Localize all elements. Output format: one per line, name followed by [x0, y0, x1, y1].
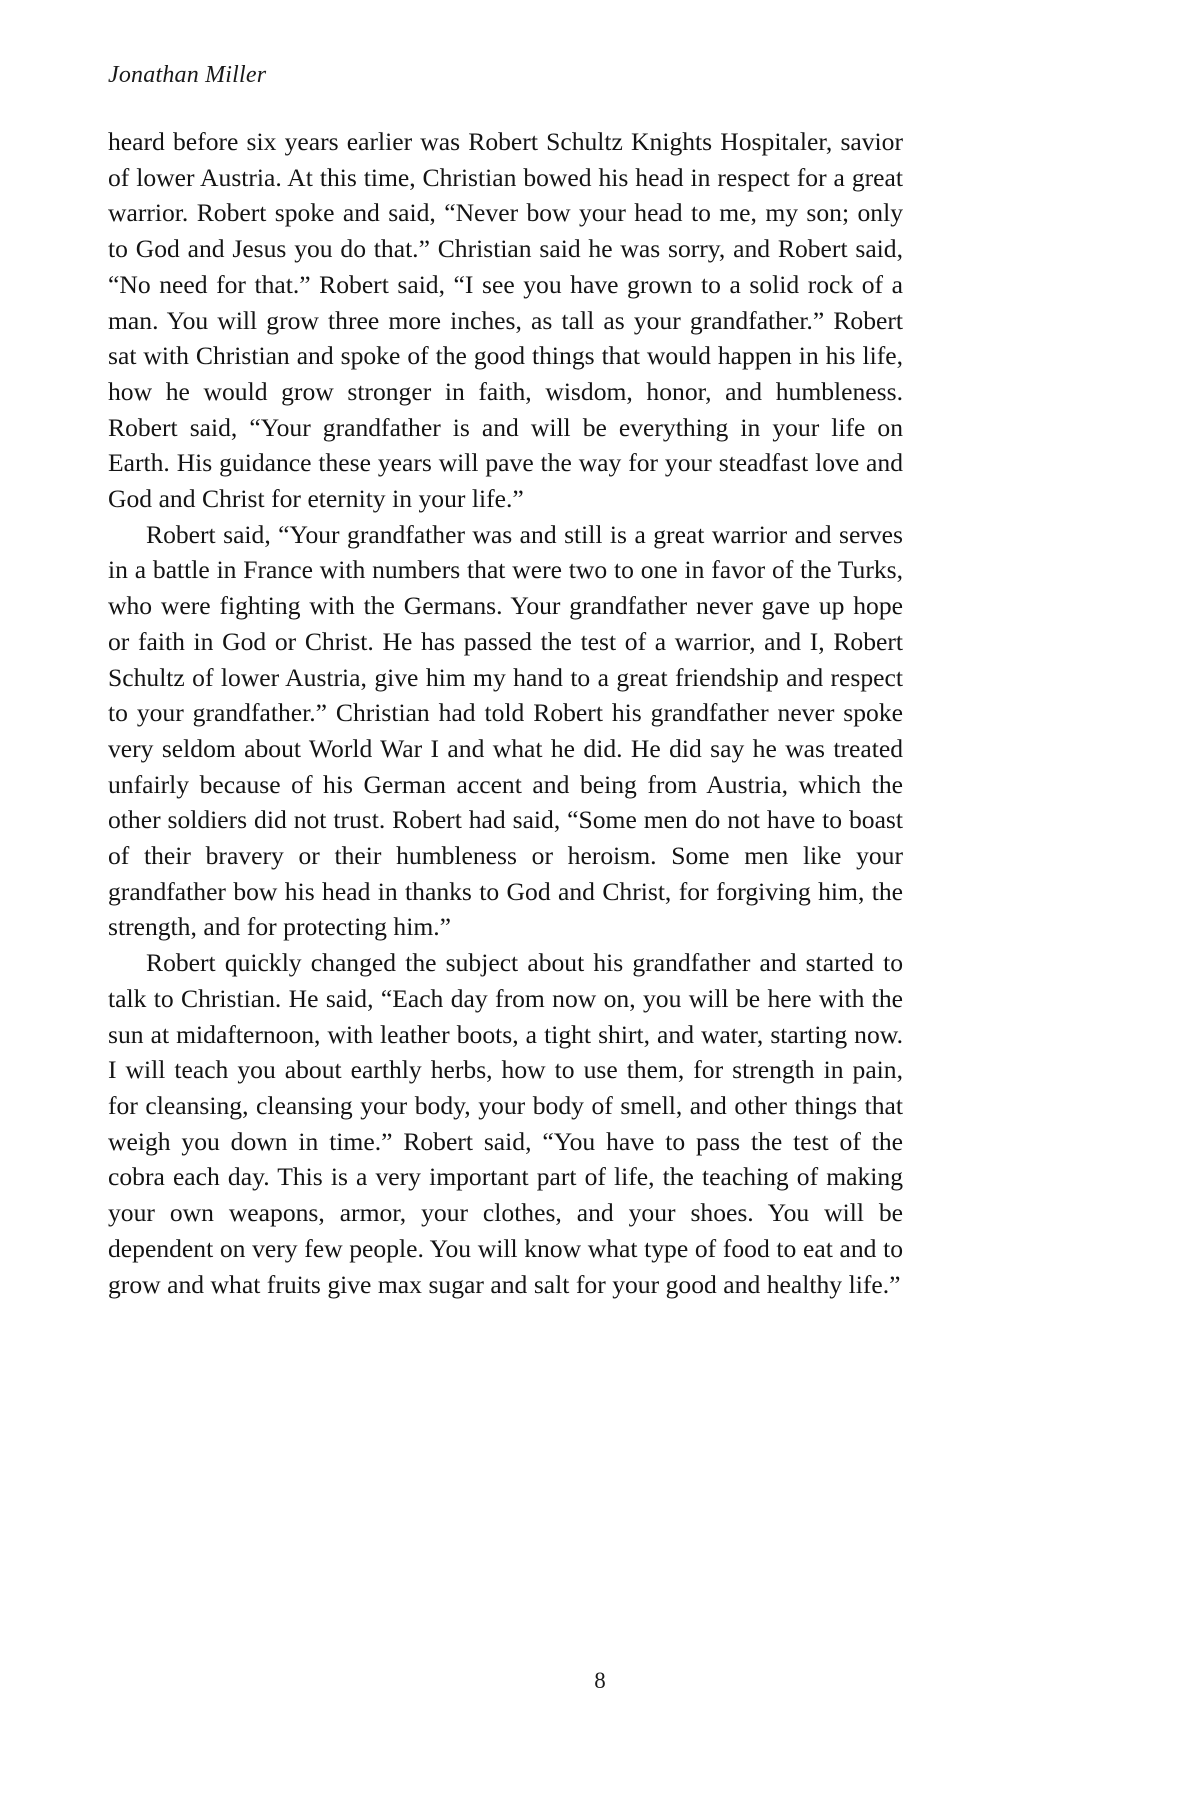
page-number: 8: [594, 1668, 606, 1693]
body-paragraph: Robert quickly changed the subject about his grandfather and started to talk to Christian. He said, “Each day from now on, you will be here with the sun at midafternoon, with leather boots, a tight shirt, and water, starting now. I will teach you about earthly herbs, how to use them, for strength in pain, for cleansing, cleansing your body, your body of smell, and other things that weigh you down in time.” Robert said, “You have to pass the test of the cobra each day. This is a very important part of life, the teaching of making your own weapons, armor, your clothes, and your shoes. You will be dependent on very few people. You will know what type of food to eat and to grow and what fruits give max sugar and salt for your good and healthy life.”: [108, 948, 903, 1299]
body-paragraph: heard before six years earlier was Robert Schultz Knights Hospitaler, savior of lower Austria. At this time, Christian bowed his head in respect for a great warrior. Robert spoke and said, “Never bow your head to me, my son; only to God and Jesus you do that.” Christian said he was sorry, and Robert said, “No need for that.” Robert said, “I see you have grown to a solid rock of a man. You will grow three more inches, as tall as your grandfather.” Robert sat with Christian and spoke of the good things that would happen in his life, how he would grow stronger in faith, wisdom, honor, and humbleness. Robert said, “Your grandfather is and will be everything in your life on Earth. His guidance these years will pave the way for your steadfast love and God and Christ for eternity in your life.”: [108, 127, 903, 514]
body-paragraph: Robert said, “Your grandfather was and still is a great warrior and serves in a battle in France with numbers that were two to one in favor of the Turks, who were fighting with the Germans. Your grandfather never gave up hope or faith in God or Christ. He has passed the test of a warrior, and I, Robert Schultz of lower Austria, give him my hand to a great friendship and respect to your grandfather.” Christian had told Robert his grandfather never spoke very seldom about World War I and what he did. He did say he was treated unfairly because of his German accent and being from Austria, which the other soldiers did not trust. Robert had said, “Some men do not have to boast of their bravery or their humbleness or heroism. Some men like your grandfather bow his head in thanks to God and Christ, for forgiving him, the strength, and for protecting him.”: [108, 519, 903, 942]
body-text-block: [108, 124, 903, 1302]
running-head-author: Jonathan Miller: [108, 62, 267, 88]
